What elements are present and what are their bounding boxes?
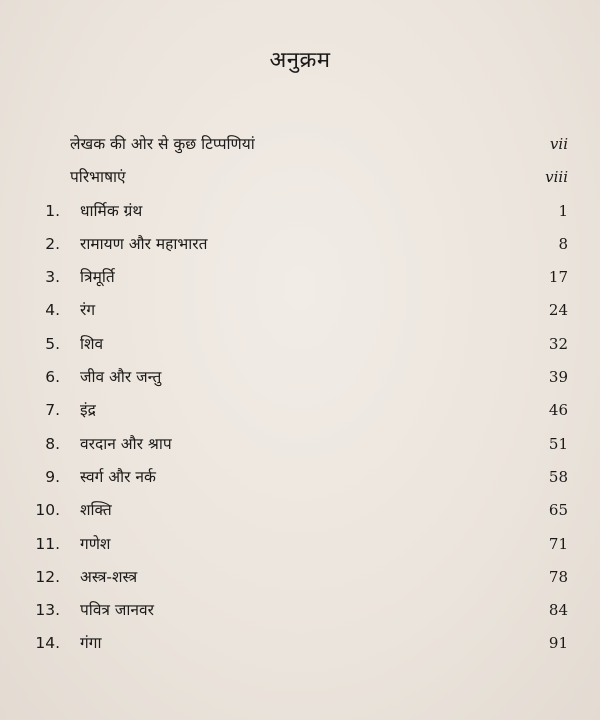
toc-page-number: 39 [548, 368, 568, 387]
toc-label: त्रिमूर्ति [80, 268, 115, 287]
toc-row-12 [30, 561, 574, 594]
toc-label: इंद्र [80, 401, 96, 420]
toc-row-10 [30, 494, 574, 527]
toc-number: 11. [35, 534, 60, 553]
toc-number: 9. [45, 467, 60, 486]
toc-page-number: 58 [548, 467, 568, 486]
toc-row-1 [30, 195, 574, 228]
toc-page-number: 32 [548, 334, 568, 353]
toc-label: गंगा [80, 634, 102, 653]
toc-row-6 [30, 361, 574, 394]
toc-row-9 [30, 461, 574, 494]
toc-label: रामायण और महाभारत [80, 234, 208, 253]
toc-number: 3. [45, 268, 60, 287]
toc-number: 14. [35, 634, 60, 653]
toc-label: जीव और जन्तु [80, 368, 162, 387]
toc-number: 7. [45, 401, 60, 420]
toc-row-8 [30, 428, 574, 461]
toc-row-5 [30, 328, 574, 361]
toc-label: रंग [80, 301, 96, 320]
toc-page-number: 84 [548, 601, 568, 620]
toc-row-7 [30, 394, 574, 427]
toc-row-14 [30, 627, 574, 660]
toc-page-number: vii [549, 135, 568, 153]
toc-number: 4. [45, 301, 60, 320]
toc-label: परिभाषाएं [70, 168, 126, 187]
toc-page-number: 1 [558, 201, 568, 220]
toc-page-number: 51 [548, 434, 568, 453]
toc-page-number: 65 [548, 501, 568, 520]
toc-page-number: 8 [558, 234, 568, 253]
toc-number: 6. [45, 368, 60, 387]
toc-number: 1. [45, 201, 60, 220]
toc-label: शक्ति [80, 501, 112, 520]
page-title: अनुक्रम [269, 48, 331, 73]
toc-row-3 [30, 261, 574, 294]
toc-row-11 [30, 528, 574, 561]
toc-label: लेखक की ओर से कुछ टिप्पणियां [70, 135, 255, 153]
toc-number: 13. [35, 601, 60, 620]
toc-label: अस्त्र-शस्त्र [80, 567, 138, 586]
toc-label: गणेश [80, 534, 111, 553]
toc-row-front-1 [30, 128, 574, 161]
toc-page-number: 91 [548, 634, 568, 653]
toc-number: 10. [35, 501, 60, 520]
toc-page-number: 46 [548, 401, 568, 420]
toc-label: स्वर्ग और नर्क [80, 467, 156, 486]
toc-page-number: 24 [548, 301, 568, 320]
toc-label: धार्मिक ग्रंथ [80, 201, 143, 220]
toc-row-13 [30, 594, 574, 627]
toc-number: 5. [45, 334, 60, 353]
toc-row-front-2 [30, 161, 574, 194]
toc-page-number: 78 [548, 567, 568, 586]
toc-row-4 [30, 294, 574, 327]
toc-number: 12. [35, 567, 60, 586]
toc-number: 2. [45, 234, 60, 253]
toc-label: पवित्र जानवर [80, 601, 154, 620]
toc-label: शिव [80, 334, 104, 353]
toc-row-2 [30, 228, 574, 261]
toc-label: वरदान और श्राप [80, 434, 172, 453]
toc-page-number: viii [545, 168, 568, 187]
toc-page-number: 17 [548, 268, 568, 287]
toc-page-number: 71 [548, 534, 568, 553]
table-of-contents [30, 128, 574, 661]
toc-number: 8. [45, 434, 60, 453]
